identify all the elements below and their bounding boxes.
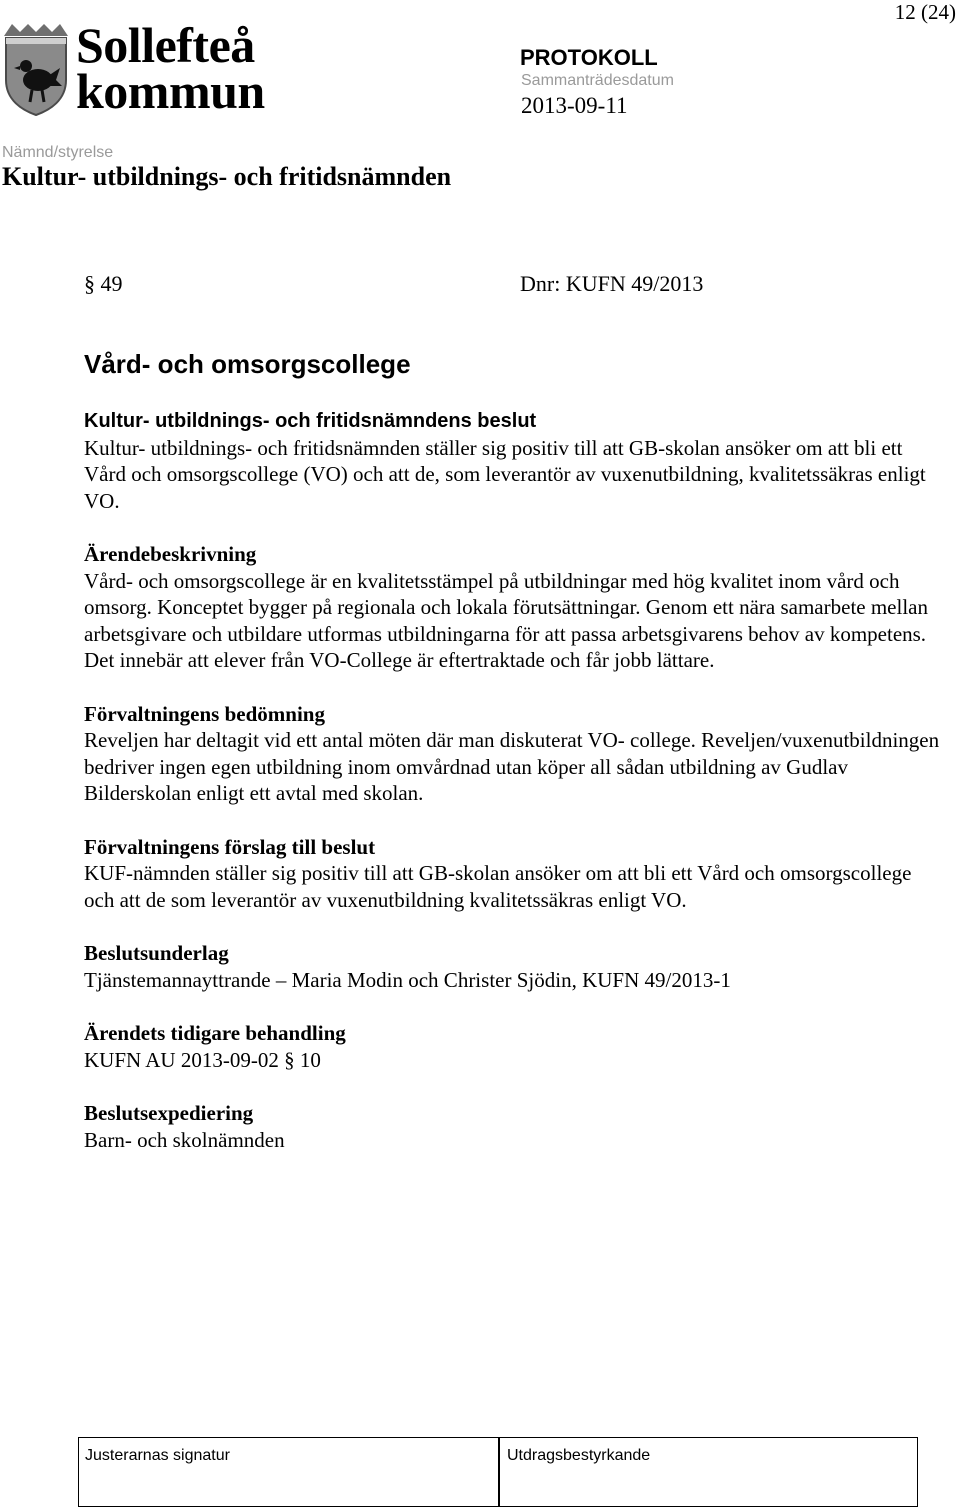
meeting-date: 2013-09-11 bbox=[521, 93, 628, 118]
signature-box bbox=[78, 1437, 918, 1507]
description-text: Vård- och omsorgscollege är en kvalitetsstämpel på utbildningar med hög kvalitet inom vård och omsorg. Konceptet bygger på regionala och lokala förutsättningar. Genom ett nära samarbete mellan arbetsgivare och utbildare utformas utbildningarna för att passa arbetsgivarens behov av kompetens. Det innebär att elever från VO-College är eftertraktade och får jobb lättare. bbox=[84, 568, 928, 672]
dispatch-heading: Beslutsexpediering bbox=[84, 1101, 254, 1125]
decision-text: Kultur- utbildnings- och fritidsnämnden ställer sig positiv till att GB-skolan ansöker om att bli ett Vård och omsorgscollege (VO) och att de, som leverantör av vuxenutbildning, kvalitetssäkras enligt VO. bbox=[84, 435, 926, 513]
doc-type: PROTOKOLL bbox=[520, 45, 658, 70]
basis-heading: Beslutsunderlag bbox=[84, 941, 229, 965]
certification-label: Utdragsbestyrkande bbox=[507, 1447, 651, 1464]
document-body bbox=[84, 408, 944, 1153]
description-heading: Ärendebeskrivning bbox=[84, 542, 257, 566]
proposal-text: KUF-nämnden ställer sig positiv till att GB-skolan ansöker om att bli ett Vård och omsorgscollege och att de som leverantör av vuxenutbildning kvalitetssäkras enligt VO. bbox=[84, 861, 912, 912]
meeting-date-label: Sammanträdesdatum bbox=[521, 72, 674, 89]
municipality-logo bbox=[2, 17, 272, 120]
board-name: Kultur- utbildnings- och fritidsnämnden bbox=[2, 162, 452, 191]
previous-text: KUFN AU 2013-09-02 § 10 bbox=[84, 1047, 321, 1072]
decision-heading: Kultur- utbildnings- och fritidsnämndens beslut bbox=[84, 410, 537, 432]
signature-label: Justerarnas signatur bbox=[85, 1447, 230, 1464]
paragraph-number: § 49 bbox=[84, 271, 123, 296]
page-number: 12 (24) bbox=[894, 0, 956, 24]
proposal-heading: Förvaltningens förslag till beslut bbox=[84, 834, 376, 859]
signature-divider bbox=[498, 1438, 500, 1506]
municipality-name-line1: Sollefteå bbox=[76, 17, 255, 73]
case-number: Dnr: KUFN 49/2013 bbox=[520, 271, 704, 296]
page-title: Vård- och omsorgscollege bbox=[84, 349, 411, 379]
dispatch-text: Barn- och skolnämnden bbox=[84, 1127, 285, 1152]
previous-heading: Ärendets tidigare behandling bbox=[84, 1021, 346, 1045]
assessment-text: Reveljen har deltagit vid ett antal möten där man diskuterat VO- college. Reveljen/vuxenutbildningen bedriver ingen egen utbildning inom omvårdnad utan köper all sådan utbildning av Gudlav Bilderskolan enligt ett avtal med skolan. bbox=[84, 728, 940, 805]
municipality-name bbox=[76, 17, 265, 119]
board-label: Nämnd/styrelse bbox=[2, 144, 114, 161]
municipality-name-line2: kommun bbox=[76, 63, 265, 119]
assessment-heading: Förvaltningens bedömning bbox=[84, 701, 325, 726]
coat-of-arms-icon bbox=[2, 22, 70, 117]
basis-text: Tjänstemannayttrande – Maria Modin och Christer Sjödin, KUFN 49/2013-1 bbox=[84, 967, 731, 992]
